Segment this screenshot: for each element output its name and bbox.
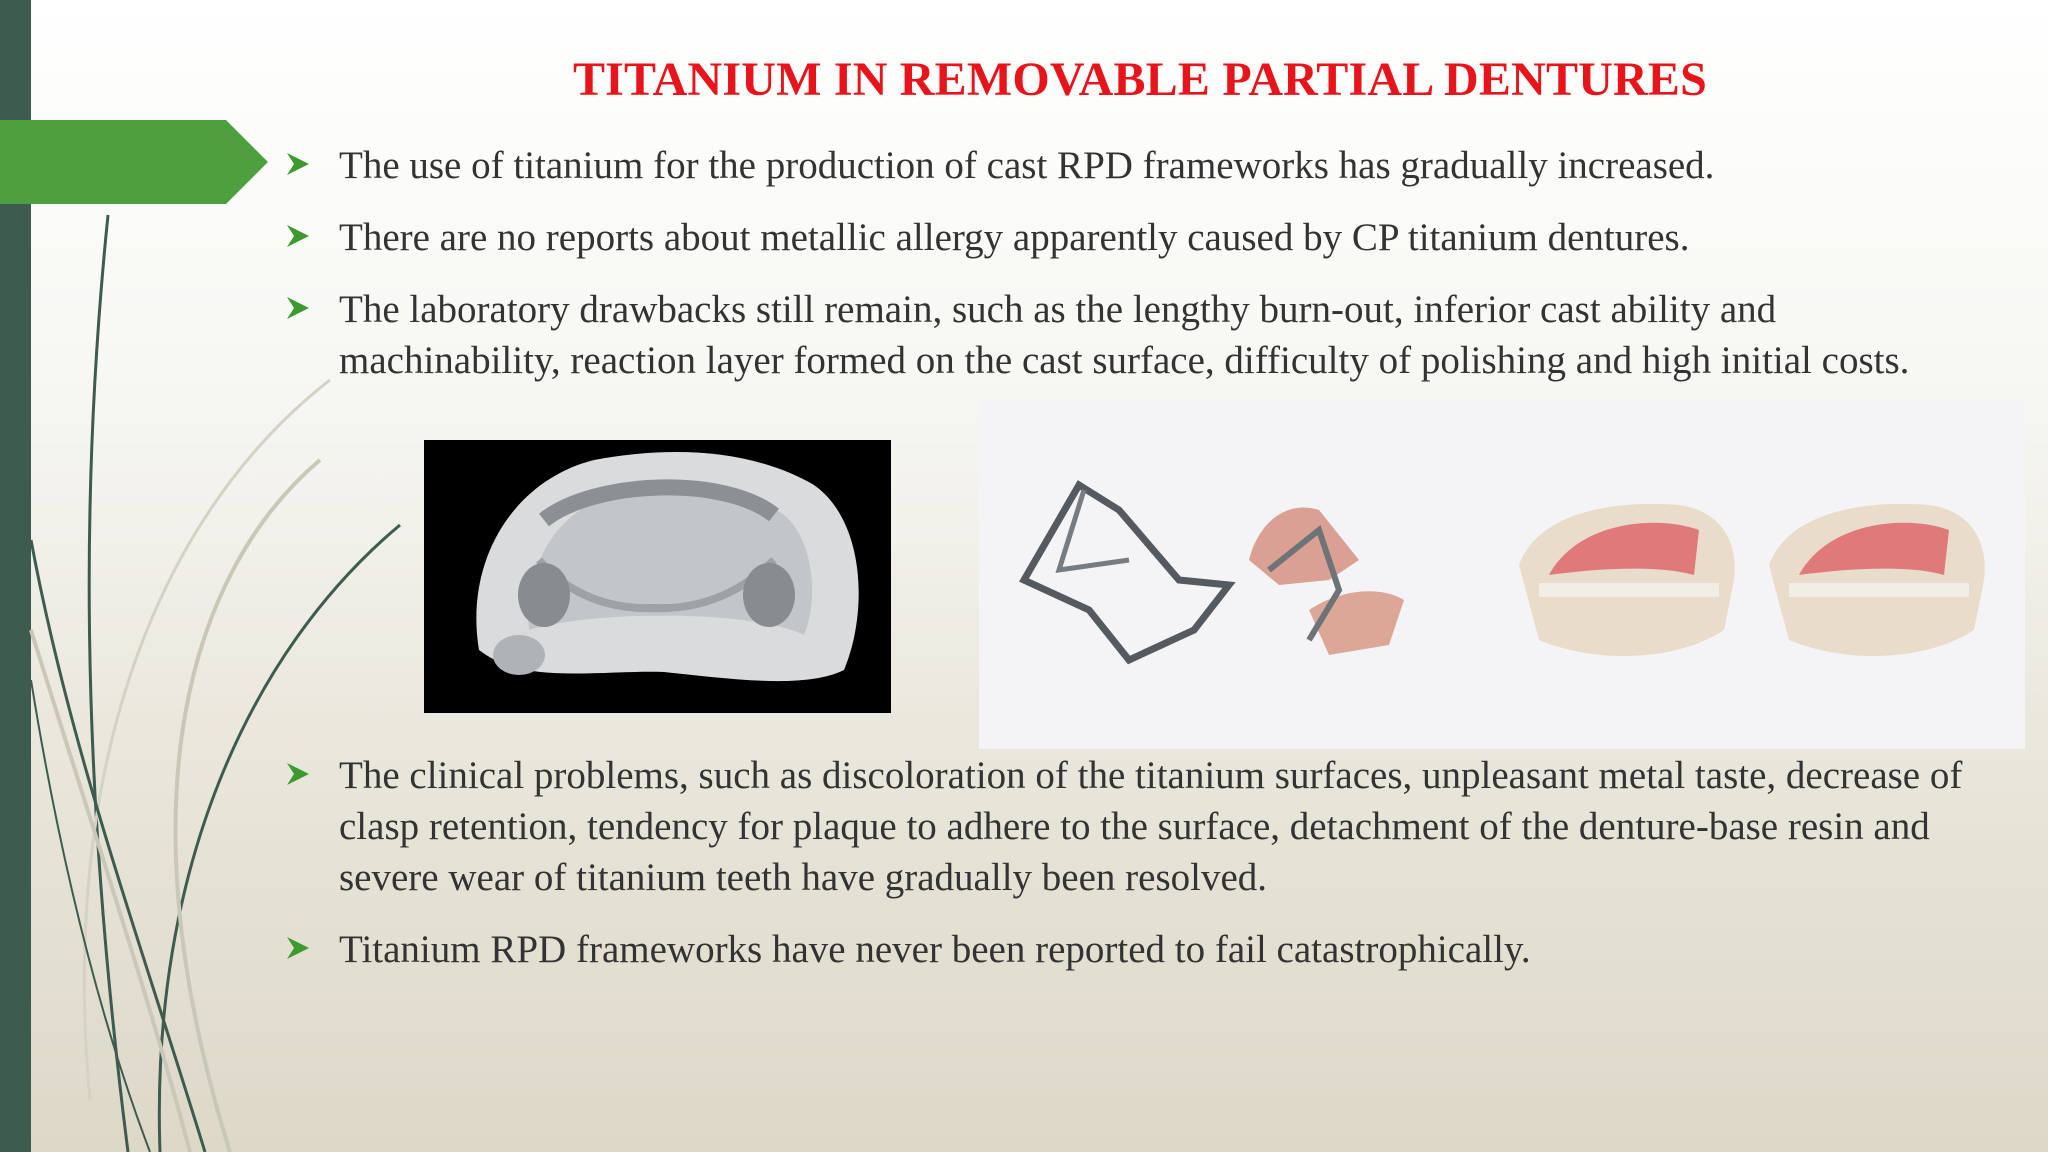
bullet-text: There are no reports about metallic allergy apparently caused by CP titanium dentures. (339, 216, 1690, 259)
bullet-item (285, 284, 1975, 386)
arrowhead-bullet-icon (285, 935, 311, 961)
green-arrow-tab (0, 120, 268, 204)
bullet-text: The laboratory drawbacks still remain, such as the lengthy burn-out, inferior cast ability and machinability, reaction layer formed on the cast surface, difficulty of polishing and high initial costs. (339, 288, 1910, 382)
arrowhead-bullet-icon (285, 295, 311, 321)
arrowhead-bullet-icon (285, 761, 311, 787)
arrowhead-bullet-icon (285, 151, 311, 177)
bullet-item (285, 212, 1985, 263)
arrowhead-bullet-icon (285, 223, 311, 249)
bullet-text: Titanium RPD frameworks have never been reported to fail catastrophically. (339, 928, 1531, 971)
slide-title: TITANIUM IN REMOVABLE PARTIAL DENTURES (572, 53, 1708, 106)
titanium-rpd-framework-on-cast-photo (424, 440, 891, 713)
bullet-text: The use of titanium for the production of cast RPD frameworks has gradually increased. (339, 144, 1715, 187)
rpd-frameworks-and-dentures-photo (979, 400, 2025, 749)
bullet-text: The clinical problems, such as discoloration of the titanium surfaces, unpleasant metal taste, decrease of clasp retention, tendency for plaque to adhere to the surface, detachment of the denture-base resin and severe wear of titanium teeth have gradually been resolved. (339, 754, 1963, 899)
bullet-item (285, 924, 1985, 975)
bullet-item (285, 750, 1975, 903)
bullet-item (285, 140, 1985, 191)
